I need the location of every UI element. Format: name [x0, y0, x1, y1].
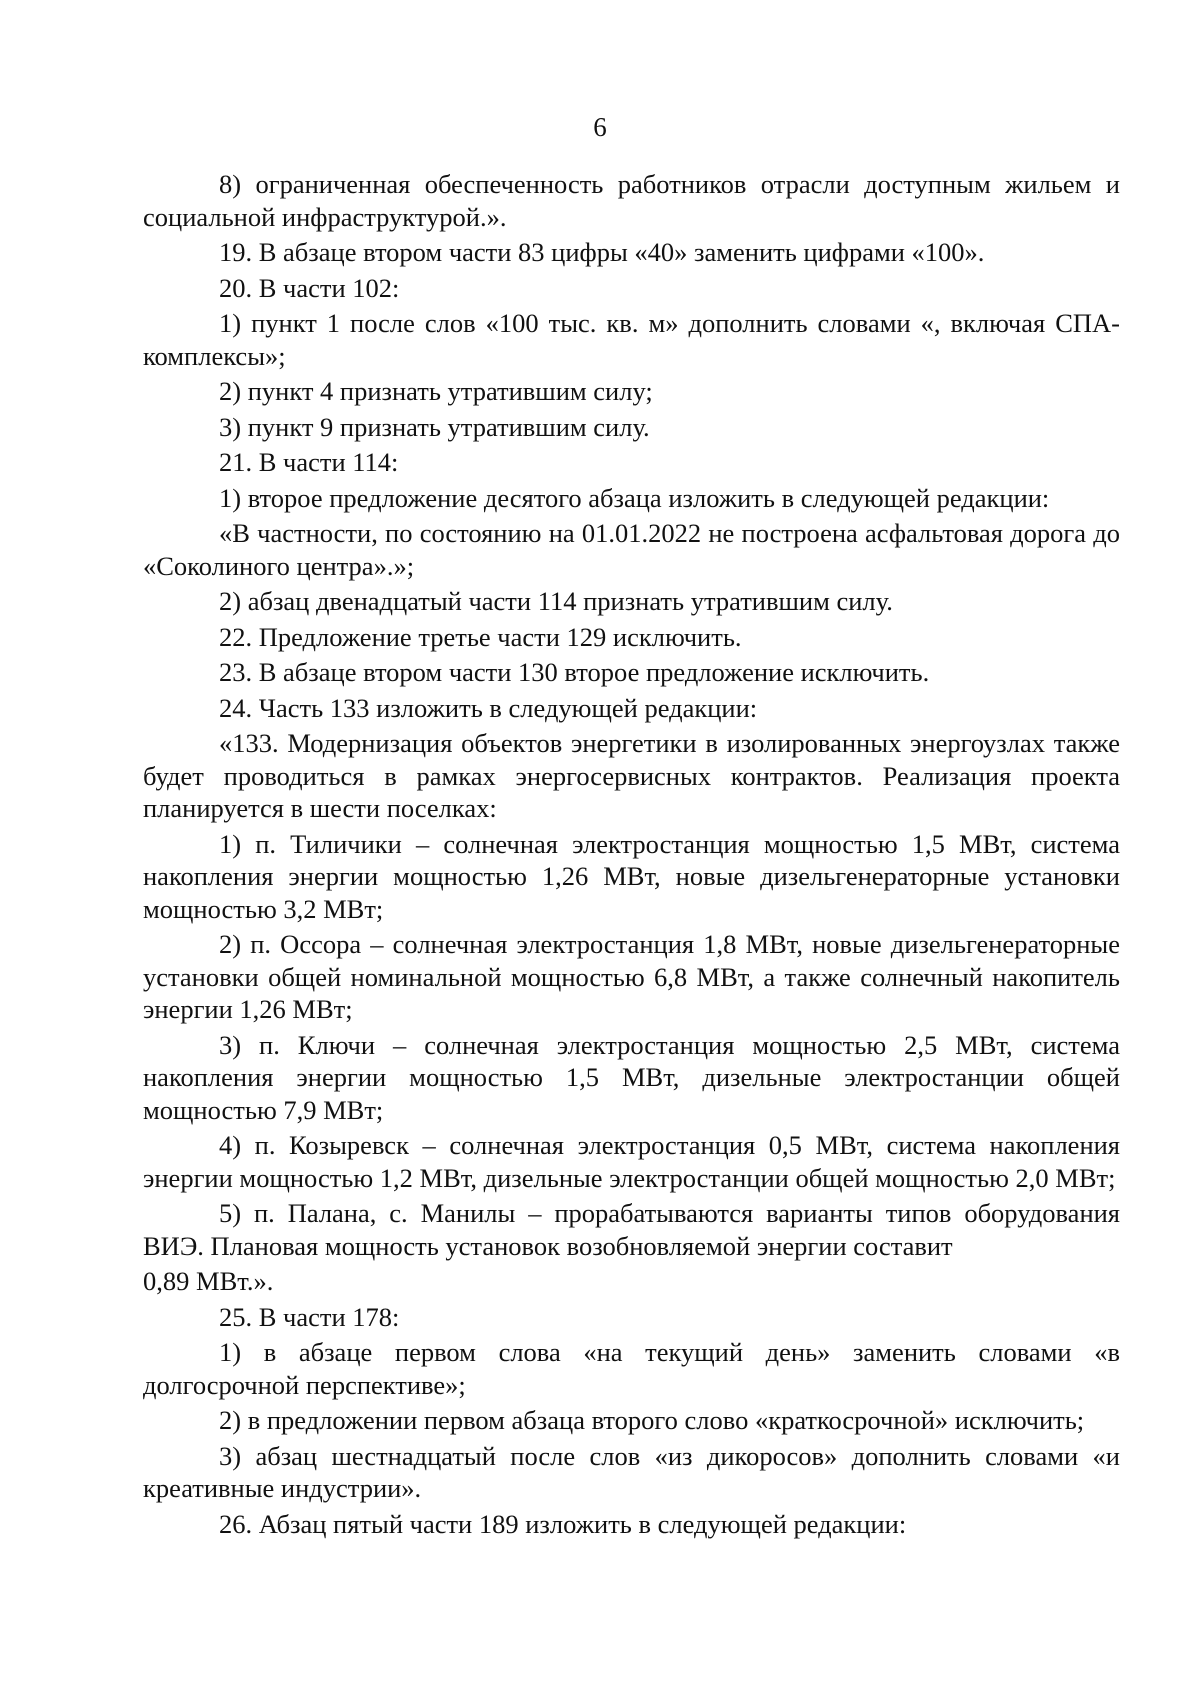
- paragraph-133-item-4: 4) п. Козыревск – солнечная электростанция 0,5 МВт, система накопления энергии мощностью 1,2 МВт, дизельные электростанции общей мощностью 2,0 МВт;: [143, 1130, 1120, 1193]
- paragraph-133-intro: «133. Модернизация объектов энергетики в изолированных энергоузлах также будет проводиться в рамках энергосервисных контрактов. Реализация проекта планируется в шести поселках:: [143, 728, 1120, 823]
- paragraph-20-item-2: 2) пункт 4 признать утратившим силу;: [219, 376, 653, 406]
- paragraph-133-item-2: 2) п. Оссора – солнечная электростанция 1,8 МВт, новые дизельгенераторные установки общей номинальной мощностью 6,8 МВт, а также солнечный накопитель энергии 1,26 МВт;: [143, 929, 1120, 1024]
- paragraph-133-item-3: 3) п. Ключи – солнечная электростанция мощностью 2,5 МВт, система накопления энергии мощностью 1,5 МВт, дизельные электростанции общей мощностью 7,9 МВт;: [143, 1029, 1120, 1125]
- paragraph-25-item-1: 1) в абзаце первом слова «на текущий день» заменить словами «в долгосрочной перспективе»;: [143, 1337, 1120, 1400]
- paragraph-21-heading: 21. В части 114:: [219, 447, 399, 477]
- page-number: 6: [593, 112, 607, 142]
- paragraph-20-item-3: 3) пункт 9 признать утратившим силу.: [219, 411, 650, 442]
- paragraph-23: 23. В абзаце втором части 130 второе предложение исключить.: [219, 657, 930, 687]
- paragraph-21-item-1: 1) второе предложение десятого абзаца изложить в следующей редакции:: [219, 482, 1050, 513]
- paragraph-133-item-5: 5) п. Палана, с. Манилы – прорабатываются варианты типов оборудования ВИЭ. Плановая мощность установок возобновляемой энергии составит: [143, 1198, 1120, 1261]
- paragraph-25-heading: 25. В части 178:: [219, 1301, 400, 1332]
- paragraph-22: 22. Предложение третье части 129 исключить.: [219, 621, 742, 652]
- paragraph-26: 26. Абзац пятый части 189 изложить в следующей редакции:: [219, 1508, 907, 1539]
- paragraph-20-item-1: 1) пункт 1 после слов «100 тыс. кв. м» дополнить словами «, включая СПА-комплексы»;: [143, 308, 1120, 371]
- paragraph-24-heading: 24. Часть 133 изложить в следующей редакции:: [219, 692, 758, 723]
- paragraph-21-quote: «В частности, по состоянию на 01.01.2022 не построена асфальтовая дорога до «Соколиного центра».»;: [143, 518, 1120, 581]
- paragraph-25-item-3: 3) абзац шестнадцатый после слов «из дикоросов» дополнить словами «и креативные индустрии».: [143, 1440, 1120, 1503]
- paragraph-25-item-2: 2) в предложении первом абзаца второго слово «краткосрочной» исключить;: [219, 1405, 1085, 1435]
- paragraph-133-item-5-value: 0,89 МВт.».: [143, 1266, 274, 1296]
- paragraph-20-heading: 20. В части 102:: [219, 272, 400, 303]
- paragraph-133-item-1: 1) п. Тиличики – солнечная электростанция мощностью 1,5 МВт, система накопления энергии мощностью 1,26 МВт, новые дизельгенераторные установки мощностью 3,2 МВт;: [143, 828, 1120, 924]
- paragraph-21-item-2: 2) абзац двенадцатый части 114 признать утратившим силу.: [219, 586, 893, 616]
- paragraph-item-8-ending: 8) ограниченная обеспеченность работников отрасли доступным жильем и социальной инфраструктурой.».: [143, 169, 1120, 232]
- paragraph-19: 19. В абзаце втором части 83 цифры «40» заменить цифрами «100».: [219, 237, 985, 267]
- document-body: [143, 168, 1120, 1543]
